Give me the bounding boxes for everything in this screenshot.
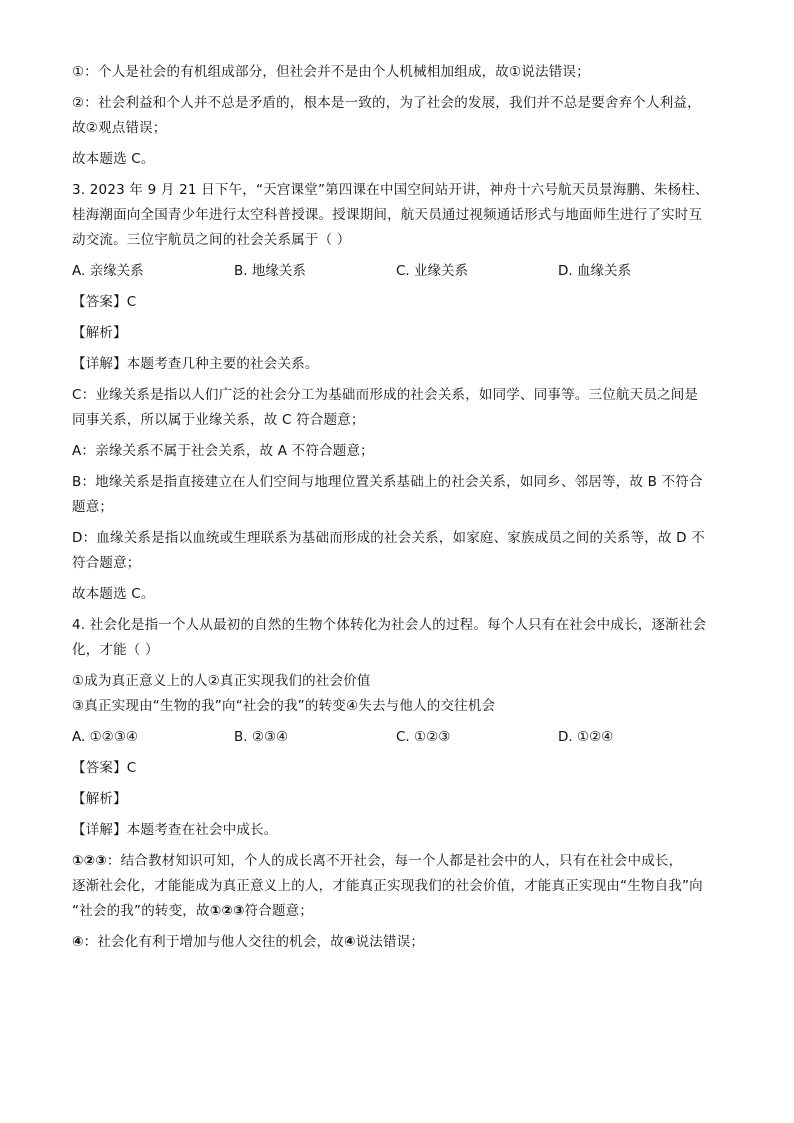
option-d: D. 血缘关系 [558,263,631,279]
text-line: 符合题意； [72,555,141,571]
text-span: “社会的我”的转变，故 [72,903,210,919]
question-4-stem: 4. 社会化是指一个人从最初的自然的生物个体转化为社会人的过程。每个人只有在社会中成长，逐渐社会 [72,617,707,633]
question-3-stem: 桂海潮面向全国青少年进行太空科普授课。授课期间，航天员通过视频通话形式与地面师生进行了实时互 [72,207,703,223]
question-3-stem: 3. 2023 年 9 月 21 日下午，“天宫课堂”第四课在中国空间站开讲，神舟十六号航天员景海鹏、朱杨柱、 [72,182,709,198]
question-4-stem: 化，才能（ ） [72,642,159,658]
option-a: A. 亲缘关系 [72,263,144,279]
text-line: 故本题选 C。 [72,586,155,602]
detail-explanation: 【详解】本题考查几种主要的社会关系。 [72,356,319,372]
question-3-stem: 动交流。三位宇航员之间的社会关系属于（ ） [72,232,351,248]
text-line [72,901,724,922]
text-span: 符合题意； [244,903,314,919]
option-b: B. 地缘关系 [234,263,306,279]
text-line: ②：社会利益和个人并不总是矛盾的，根本是一致的，为了社会的发展，我们并不总是要舍弃个人利益， [72,95,701,111]
detail-explanation: 【详解】本题考查在社会中成长。 [72,822,278,838]
option-c: C. 业缘关系 [396,263,469,279]
statement-numbers: ④ [72,934,84,950]
text-line [72,932,724,953]
analysis-label: 【解析】 [72,791,127,807]
statement-numbers: ④ [343,934,356,950]
text-span: ：结合教材知识可知，个人的成长离不开社会，每一个人都是社会中的人，只有在社会中成长， [106,853,683,869]
question-4-options [72,727,724,748]
question-3-options [72,261,724,282]
text-line: ①：个人是社会的有机组成部分，但社会并不是由个人机械相加组成，故①说法错误； [72,64,590,80]
option-d: D. ①②④ [558,729,614,745]
text-line: B：地缘关系是指直接建立在人们空间与地理位置关系基础上的社会关系，如同乡、邻居等，故 B 不符合 [72,474,703,490]
question-4-statements: ①成为真正意义上的人②真正实现我们的社会价值 [72,673,371,689]
text-line: 故本题选 C。 [72,151,155,167]
option-c: C. ①②③ [396,729,451,745]
text-line: 题意； [72,499,114,515]
option-b: B. ②③④ [234,729,289,745]
answer-label: 【答案】C [72,760,137,776]
text-line: D：血缘关系是指以血统或生理联系为基础而形成的社会关系，如家庭、家族成员之间的关系等，故 D 不 [72,530,705,546]
option-a: A. ①②③④ [72,729,138,745]
analysis-label: 【解析】 [72,325,127,341]
text-span: ：社会化有利于增加与他人交往的机会，故 [83,934,344,950]
text-line: A：亲缘关系不属于社会关系，故 A 不符合题意； [72,443,374,459]
text-line: 故②观点错误； [72,120,167,136]
text-line: C：业缘关系是指以人们广泛的社会分工为基础而形成的社会关系，如同学、同事等。三位航天员之间是 [72,387,699,403]
statement-numbers: ①②③ [209,903,245,919]
statement-numbers: ①②③ [72,853,107,869]
answer-label: 【答案】C [72,294,137,310]
text-line: 同事关系，所以属于业缘关系，故 C 符合题意； [72,412,365,428]
text-line: 逐渐社会化，才能能成为真正意义上的人，才能真正实现我们的社会价值，才能真正实现由“生物自我”向 [72,878,703,894]
text-line [72,851,724,872]
question-4-statements: ③真正实现由“生物的我”向“社会的我”的转变④失去与他人的交往机会 [72,698,496,714]
text-span: 说法错误； [355,934,425,950]
